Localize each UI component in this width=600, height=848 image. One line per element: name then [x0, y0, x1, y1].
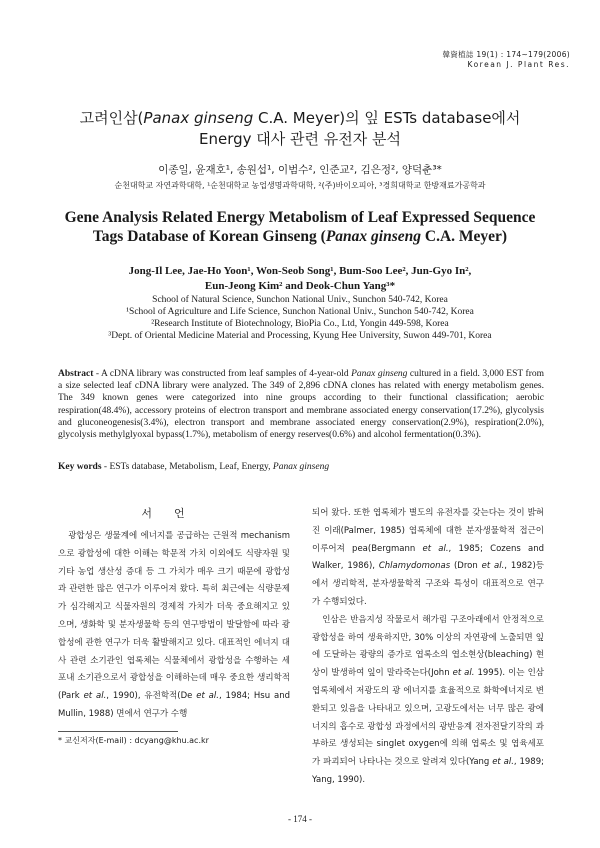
paragraph-text: , 1985; Cozens and Walker, 1986),: [312, 543, 544, 572]
paragraph-text: , 1990), 유전학적(De: [106, 691, 197, 702]
keywords: [58, 462, 544, 472]
english-title-text: Tags Database of Korean Ginseng (: [92, 228, 326, 245]
english-title-text-end: C.A. Meyer): [421, 228, 508, 245]
korean-title-line2: Energy 대사 관련 유전자 분석: [199, 130, 401, 148]
korean-title-text-end: C.A. Meyer)의 잎 ESTs database에서: [253, 109, 521, 127]
citation-etal: et al.: [492, 757, 514, 768]
paragraph-text: 광합성은 생물계에 에너지를 공급하는 근원적 mechanism으로 광합성에 대한 이해는 학문적 가치 이외에도 식량자원 및 기타 농업 생산성 증대 등 그 가치가 매우 크기 때문에 광합성과 관련한 많은 연구가 이루어져 왔다. 특히 최근에는 식량문제가 심각해지고 식물자원의 경제적 가치가 더욱 중요해지고 있으며, 생화학 및 분자생물학 등의 연구방법이 발달함에 따라 광합성에 관한 연구가 더욱 활발해지고 있다. 대표적인 에너지 대사 관련 소기관인 엽록체는 식물체에서 광합성을 수행하는 세포내 소기관으로서 광합성을 이해하는데 매우 중요한 생리학적(Park: [58, 531, 290, 702]
paragraph: [312, 612, 544, 790]
paragraph-text: 1995). 이는 인삼 엽록체에서 저광도의 광 에너지를 효율적으로 화학에너지로 변환되고 있음을 나타내고 있으며, 고광도에서는 너무 많은 광에너지의 흡수로 광합성 과정에서의 광반응계 전자전달기작의 과부하로 생성되는 singlet oxygen에 의해 엽록소 및 엽육세포가 파괴되어 나타나는 것으로 알려져 있다(Yang: [312, 668, 544, 768]
paragraph-text: , 1989; Yang, 1990).: [312, 757, 544, 785]
korean-title-line1: [0, 108, 600, 129]
body-column-left: [58, 528, 290, 724]
footnote-divider: [58, 731, 178, 732]
keywords-text: - ESTs database, Metabolism, Leaf, Energy,: [101, 462, 273, 472]
affiliation-line: ³Dept. of Oriental Medicine Material and Processing, Kyung Hee University, Suwon 449-701, Korea: [108, 331, 492, 341]
journal-citation: [443, 50, 571, 70]
citation-etal: et al.: [481, 561, 505, 572]
journal-volume: 韓資植誌 19(1) : 174~179(2006): [442, 50, 570, 59]
english-title: [0, 208, 600, 246]
korean-affiliations: 순천대학교 자연과학대학, ¹순천대학교 농업생명과학대학, ²(주)바이오피아, ³경희대학교 한방재료가공학과: [114, 181, 486, 190]
paragraph-text: 되어 왔다. 또한 엽록체가 별도의 유전자를 갖는다는 것이 밝혀진 이래(Palmer, 1985) 엽록체에 대한 분자생물학적 접근이 이루어져 pea(Bergmann: [312, 508, 544, 554]
keywords-species: Panax ginseng: [272, 462, 330, 472]
citation-etal: et al.: [452, 668, 475, 679]
abstract-text: - A cDNA library was constructed from leaf samples of 4-year-old: [93, 369, 352, 379]
abstract: [58, 368, 544, 441]
english-title-line1: Gene Analysis Related Energy Metabolism of Leaf Expressed Sequence: [64, 209, 536, 226]
affiliation-line: ²Research Institute of Biotechnology, BioPia Co., Ltd, Yongin 449-598, Korea: [151, 319, 449, 329]
species-name: Chlamydomonas: [378, 561, 451, 572]
korean-authors: 이종일, 윤재호¹, 송원섭¹, 이범수², 인준교², 김은정², 양덕춘³*: [158, 164, 442, 176]
citation-etal: et al.: [196, 691, 219, 702]
affiliation-line: ¹School of Agriculture and Life Science, Sunchon National Univ., Sunchon 540-742, Korea: [126, 307, 474, 317]
section-heading-introduction: 서언: [141, 507, 207, 520]
abstract-text-cont: cultured in a field. 3,000 EST from a size selected leaf cDNA library were analyzed. The 349 of 2,896 cDNA clones has related with energy metabolism genes. The 349 known genes were categorized into nine groups according to their functional classification; aerobic respiration(48.4%), accessory proteins of electron transport and membrane associated energy conservation(17.2%), glycolysis and gluconeogenesis(3.4%), electron transport and membrane associated energy conservation(2.9%), respiration(2.0%), glycolysis methylglyoxal bypass(1.7%), metabolism of energy reserves(0.6%) and alcohol fermentation(0.3%).: [58, 369, 544, 441]
paragraph-text: 인삼은 반음지성 작물로서 해가림 구조아래에서 안정적으로 광합성을 하여 생육하지만, 30% 이상의 자연광에 노출되면 잎에 도달하는 광량의 증가로 엽록소의 엽소현상(bleaching) 현상이 발생하여 잎이 말라죽는다(John: [312, 614, 544, 679]
abstract-label: Abstract: [58, 369, 94, 379]
citation-etal: et al.: [422, 543, 449, 554]
english-affiliations: [0, 294, 600, 342]
korean-title-species: Panax ginseng: [143, 109, 254, 127]
body-column-right: [312, 505, 544, 790]
paragraph: [58, 528, 290, 724]
affiliation-line: School of Natural Science, Sunchon National Univ., Sunchon 540-742, Korea: [152, 295, 448, 305]
paragraph-text: , 1984; Hsu and Mullin, 1988) 면에서 연구가 수행: [58, 691, 290, 719]
citation-etal: et al.: [83, 691, 107, 702]
english-title-line2: [0, 227, 600, 246]
english-title-species: Panax ginseng: [325, 228, 422, 245]
abstract-species: Panax ginseng: [351, 369, 408, 379]
corresponding-author-footnote: * 교신저자(E-mail) : dcyang@khu.ac.kr: [58, 736, 209, 745]
english-authors-line1: Jong-Il Lee, Jae-Ho Yoon¹, Won-Seob Song¹, Bum-Soo Lee², Jun-Gyo In²,: [128, 265, 472, 277]
keywords-label: Key words: [58, 462, 102, 472]
page-number: - 174 -: [288, 814, 312, 824]
paragraph: [312, 505, 544, 612]
korean-title-text: 고려인삼(: [79, 109, 144, 127]
journal-name: Korean J. Plant Res.: [467, 60, 570, 69]
korean-title: [0, 108, 600, 150]
english-authors: [0, 264, 600, 294]
paragraph-text: , 1982)등에서 생리학적, 분자생물학적 구조와 특성이 대표적으로 연구가 수행되었다.: [312, 561, 544, 607]
paragraph-text: (Dron: [450, 561, 482, 572]
english-authors-line2: Eun-Jeong Kim² and Deok-Chun Yang³*: [204, 280, 396, 292]
